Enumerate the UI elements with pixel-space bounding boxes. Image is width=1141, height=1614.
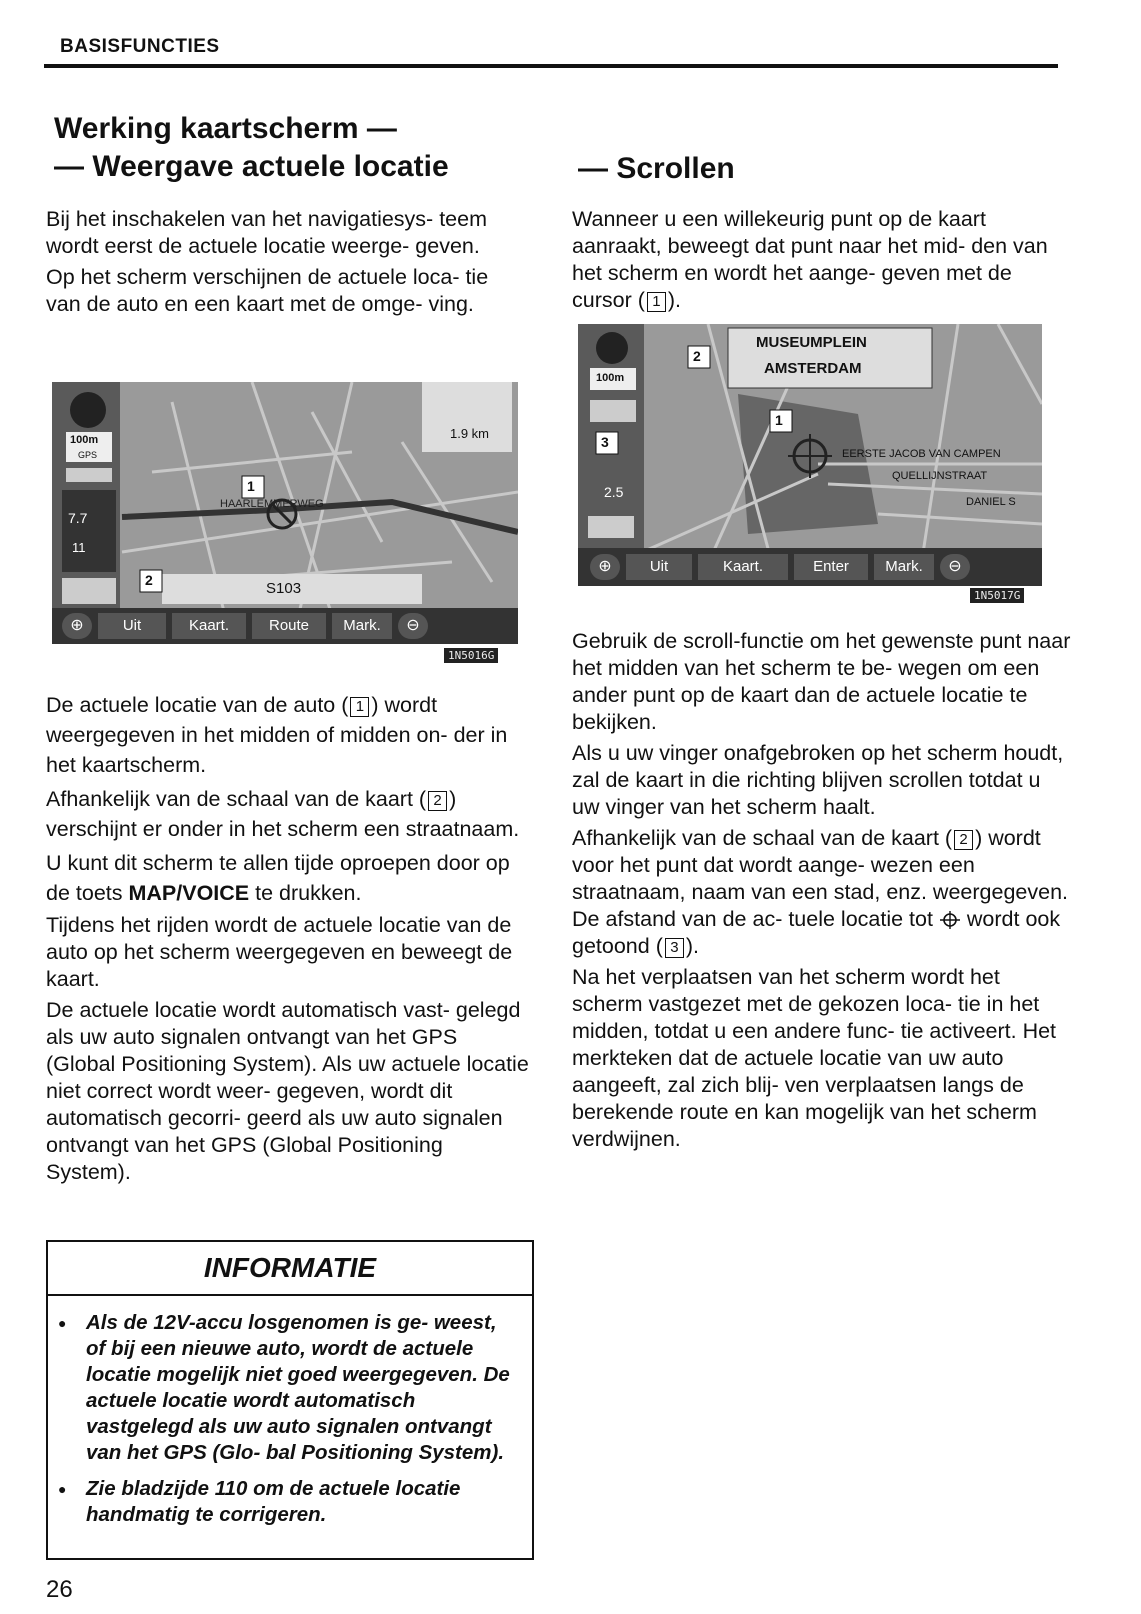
cursor-icon xyxy=(939,911,961,929)
right-zoom-in-button[interactable]: ⊕ xyxy=(590,554,620,580)
left-gps: GPS xyxy=(78,450,98,460)
left-time-side: 11 xyxy=(72,540,86,555)
left-button-bar xyxy=(52,610,518,642)
street-3: DANIEL S xyxy=(966,496,1016,508)
left-mark-button[interactable]: Mark. xyxy=(332,613,392,639)
right-kaart-button[interactable]: Kaart. xyxy=(698,554,788,580)
left-callout-2: 2 xyxy=(145,572,153,588)
left-figure-code: 1N5016G xyxy=(444,648,498,663)
left-road-main: HAARLEMMERWEG xyxy=(220,498,324,510)
left-title xyxy=(54,110,449,186)
right-body xyxy=(572,628,1072,1157)
left-p2: Afhankelijk van de schaal van de kaart ( 2 ) verschijnt er onder in het scherm een straatnaam. xyxy=(46,787,520,841)
header-rule xyxy=(44,64,1058,68)
right-figure-code: 1N5017G xyxy=(970,588,1024,603)
right-mark-button[interactable]: Mark. xyxy=(874,554,934,580)
info-box xyxy=(46,1240,534,1560)
right-callout-ref-3: 3 xyxy=(665,938,684,958)
right-intro xyxy=(572,206,1072,318)
right-title: — Scrollen xyxy=(578,152,735,185)
left-intro-p2: Op het scherm verschijnen de actuele loca- tie van de auto en een kaart met de omge- ving. xyxy=(46,265,489,316)
left-p4: Tijdens het rijden wordt de actuele locatie van de auto op het scherm weergegeven en beweegt de kaart. xyxy=(46,913,513,991)
left-title-line1: Werking kaartscherm — xyxy=(54,112,397,145)
info-list xyxy=(48,1296,532,1528)
right-p1: Wanneer u een willekeurig punt op de kaart aanraakt, beweegt dat punt naar het mid- den van het scherm en wordt het aange- geven met de cursor ( 1 ). xyxy=(572,207,1048,312)
right-callout-ref-2: 2 xyxy=(954,830,973,850)
left-route-button[interactable]: Route xyxy=(252,613,326,639)
callout-ref-1: 1 xyxy=(350,697,369,717)
left-p1: De actuele locatie van de auto ( 1 ) wordt weergegeven in het midden of midden on- der in het kaartscherm. xyxy=(46,693,508,777)
left-intro-p1: Bij het inschakelen van het navigatiesys- teem wordt eerst de actuele locatie weerge- geven. xyxy=(46,207,487,258)
right-scale: 100m xyxy=(596,372,625,384)
info-title: INFORMATIE xyxy=(48,1242,532,1296)
left-zoom-in-button[interactable]: ⊕ xyxy=(62,613,92,639)
info-item-1: ● Als de 12V-accu losgenomen is ge- weest, of bij een nieuwe auto, wordt de actuele locatie mogelijk niet goed weergegeven. De actuele locatie wordt automatisch vastgelegd als uw auto signalen ontvangt van het GPS (Glo- bal Positioning System). xyxy=(86,1310,520,1466)
left-p5: De actuele locatie wordt automatisch vast- gelegd als uw auto signalen ontvangt van het GPS (Global Positioning System). Als uw actuele locatie niet correct wordt weer- gegeven, wordt dit automatisch gecorri- geerd als uw auto signalen ontvangt van het GPS (Global Positioning System). xyxy=(46,998,529,1184)
callout-ref-2: 2 xyxy=(428,791,447,811)
right-callout-ref-1: 1 xyxy=(647,292,666,312)
left-scale: 100m xyxy=(70,434,99,446)
right-callout-3: 3 xyxy=(601,434,609,450)
right-distance: 2.5 xyxy=(604,484,624,500)
right-zoom-out-button[interactable]: ⊖ xyxy=(940,554,970,580)
right-button-bar xyxy=(578,550,1042,584)
section-header: BASISFUNCTIES xyxy=(60,36,220,57)
left-p3: U kunt dit scherm te allen tijde oproepen door op de toets MAP/VOICE te drukken. xyxy=(46,851,510,905)
map-screen-scroll xyxy=(578,324,1042,586)
place-name-line2: AMSTERDAM xyxy=(764,360,862,377)
right-callout-1: 1 xyxy=(775,412,783,428)
left-body xyxy=(46,690,532,1190)
left-uit-button[interactable]: Uit xyxy=(98,613,166,639)
left-callout-1: 1 xyxy=(247,478,255,494)
right-enter-button[interactable]: Enter xyxy=(794,554,868,580)
right-callout-2: 2 xyxy=(693,348,701,364)
right-p2: Gebruik de scroll-functie om het gewenste punt naar het midden van het scherm te be- wegen om een ander punt op de kaart dan de actuele locatie te bekijken. xyxy=(572,629,1071,734)
info-item-2: ● Zie bladzijde 110 om de actuele locatie handmatig te corrigeren. xyxy=(86,1476,520,1528)
right-uit-button[interactable]: Uit xyxy=(626,554,692,580)
left-intro xyxy=(46,206,526,322)
map-voice-key: MAP/VOICE xyxy=(128,881,250,905)
left-zoom-out-button[interactable]: ⊖ xyxy=(398,613,428,639)
left-distance-side: 7.7 xyxy=(68,510,88,526)
right-p3: Als u uw vinger onafgebroken op het scherm houdt, zal de kaart in die richting blijven scrollen totdat u uw vinger van het scherm haalt. xyxy=(572,741,1064,819)
right-p4: Afhankelijk van de schaal van de kaart ( 2 ) wordt voor het punt dat wordt aange- wezen een straatnaam, naam van een stad, enz. weergegeven. De afstand van de ac- tuele locatie tot wordt ook getoond ( 3 ). xyxy=(572,826,1069,958)
right-p5: Na het verplaatsen van het scherm wordt het scherm vastgezet met de gekozen loca- tie in het midden, totdat u een andere func- tie activeert. Het merkteken dat de actuele locatie van uw auto aangeeft, zal zich blij- ven verplaatsen langs de berekende route en kan mogelijk van het scherm verdwijnen. xyxy=(572,965,1057,1151)
left-distance-top: 1.9 km xyxy=(450,426,490,441)
map-screen-current-location xyxy=(52,382,518,644)
left-title-line2: — Weergave actuele locatie xyxy=(54,150,449,183)
place-name-line1: MUSEUMPLEIN xyxy=(756,334,867,351)
left-road-label: S103 xyxy=(266,580,302,597)
street-1: EERSTE JACOB VAN CAMPEN xyxy=(842,448,1001,460)
map-canvas xyxy=(52,382,518,644)
left-kaart-button[interactable]: Kaart. xyxy=(172,613,246,639)
street-2: QUELLIJNSTRAAT xyxy=(892,470,988,482)
page-number: 26 xyxy=(46,1576,73,1603)
